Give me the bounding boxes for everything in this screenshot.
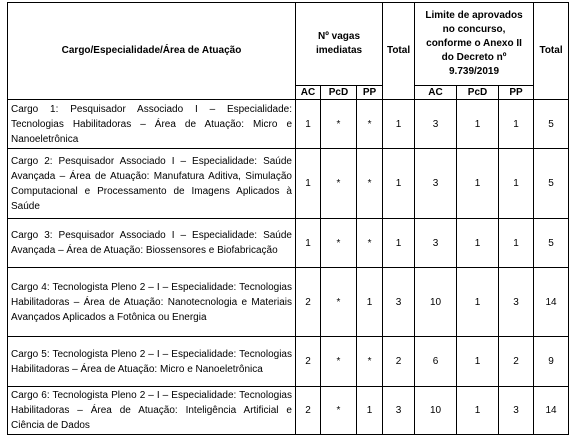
limite-pcd-cell: 1 [457, 337, 499, 387]
vagas-pp-cell: 1 [357, 387, 383, 435]
vagas-pcd-cell: * [321, 219, 357, 268]
total-cell: 2 [383, 337, 415, 387]
table-row [8, 149, 569, 219]
limite-ac-cell: 6 [415, 337, 457, 387]
limite-pcd-cell: 1 [457, 219, 499, 268]
header-row [8, 3, 569, 86]
table-row [8, 268, 569, 337]
vagas-ac-cell: 1 [296, 219, 321, 268]
cargo-cell: Cargo 3: Pesquisador Associado I – Especialidade: Saúde Avançada – Área de Atuação: Biossensores e Biofabricação [8, 219, 296, 268]
vagas-ac-cell: 1 [296, 149, 321, 219]
limite-pcd-cell: 1 [457, 268, 499, 337]
limite-pp-cell: 3 [499, 387, 534, 435]
total-cell: 1 [383, 219, 415, 268]
limite-pp-cell: 1 [499, 149, 534, 219]
limite-ac-cell: 3 [415, 219, 457, 268]
vagas-ac-cell: 2 [296, 268, 321, 337]
total2-cell: 14 [534, 268, 569, 337]
total2-cell: 5 [534, 219, 569, 268]
cargo-cell: Cargo 6: Tecnologista Pleno 2 – I – Especialidade: Tecnologias Habilitadoras – Área de Atuação: Inteligência Artificial e Ciência de Dados [8, 387, 296, 435]
total-cell: 1 [383, 100, 415, 149]
limite-ac-cell: 10 [415, 268, 457, 337]
limite-ac-cell: 3 [415, 100, 457, 149]
vagas-ac-cell: 1 [296, 100, 321, 149]
total-cell: 3 [383, 387, 415, 435]
header-total-2: Total [534, 3, 569, 100]
total2-cell: 5 [534, 149, 569, 219]
subheader-vagas-pp: PP [357, 86, 383, 100]
subheader-limite-ac: AC [415, 86, 457, 100]
total-cell: 3 [383, 268, 415, 337]
vagas-pp-cell: * [357, 149, 383, 219]
limite-pp-cell: 2 [499, 337, 534, 387]
limite-ac-cell: 10 [415, 387, 457, 435]
header-cargo: Cargo/Especialidade/Área de Atuação [8, 3, 296, 100]
subheader-limite-pp: PP [499, 86, 534, 100]
total-cell: 1 [383, 149, 415, 219]
limite-pp-cell: 1 [499, 219, 534, 268]
vagas-pcd-cell: * [321, 268, 357, 337]
header-vagas-imediatas: Nº vagas imediatas [296, 3, 383, 86]
vagas-pcd-cell: * [321, 100, 357, 149]
header-limite-aprovados: Limite de aprovados no concurso, conforme o Anexo II do Decreto nº 9.739/2019 [415, 3, 534, 86]
vagas-ac-cell: 2 [296, 337, 321, 387]
cargo-cell: Cargo 4: Tecnologista Pleno 2 – I – Especialidade: Tecnologias Habilitadoras – Área de Atuação: Nanotecnologia e Materiais Avançados Aplicados a Fotônica ou Energia [8, 268, 296, 337]
vacancies-table [7, 2, 569, 435]
subheader-limite-pcd: PcD [457, 86, 499, 100]
limite-pp-cell: 1 [499, 100, 534, 149]
table-row [8, 219, 569, 268]
limite-pcd-cell: 1 [457, 149, 499, 219]
limite-pcd-cell: 1 [457, 387, 499, 435]
limite-ac-cell: 3 [415, 149, 457, 219]
limite-pp-cell: 3 [499, 268, 534, 337]
table-row [8, 387, 569, 435]
subheader-vagas-ac: AC [296, 86, 321, 100]
vagas-pcd-cell: * [321, 337, 357, 387]
vagas-pp-cell: 1 [357, 268, 383, 337]
limite-pcd-cell: 1 [457, 100, 499, 149]
vagas-pp-cell: * [357, 337, 383, 387]
cargo-cell: Cargo 2: Pesquisador Associado I – Especialidade: Saúde Avançada – Área de Atuação: Manufatura Aditiva, Simulação Computacional e Processamento de Imagens Aplicados à Saúde [8, 149, 296, 219]
table-row [8, 100, 569, 149]
total2-cell: 14 [534, 387, 569, 435]
cargo-cell: Cargo 5: Tecnologista Pleno 2 – I – Especialidade: Tecnologias Habilitadoras – Área de Atuação: Micro e Nanoeletrônica [8, 337, 296, 387]
vagas-ac-cell: 2 [296, 387, 321, 435]
cargo-cell: Cargo 1: Pesquisador Associado I – Especialidade: Tecnologias Habilitadoras – Área de Atuação: Micro e Nanoeletrônica [8, 100, 296, 149]
header-total: Total [383, 3, 415, 100]
total2-cell: 5 [534, 100, 569, 149]
vagas-pp-cell: * [357, 100, 383, 149]
table-row [8, 337, 569, 387]
total2-cell: 9 [534, 337, 569, 387]
vagas-pp-cell: * [357, 219, 383, 268]
subheader-vagas-pcd: PcD [321, 86, 357, 100]
vagas-pcd-cell: * [321, 387, 357, 435]
vagas-pcd-cell: * [321, 149, 357, 219]
